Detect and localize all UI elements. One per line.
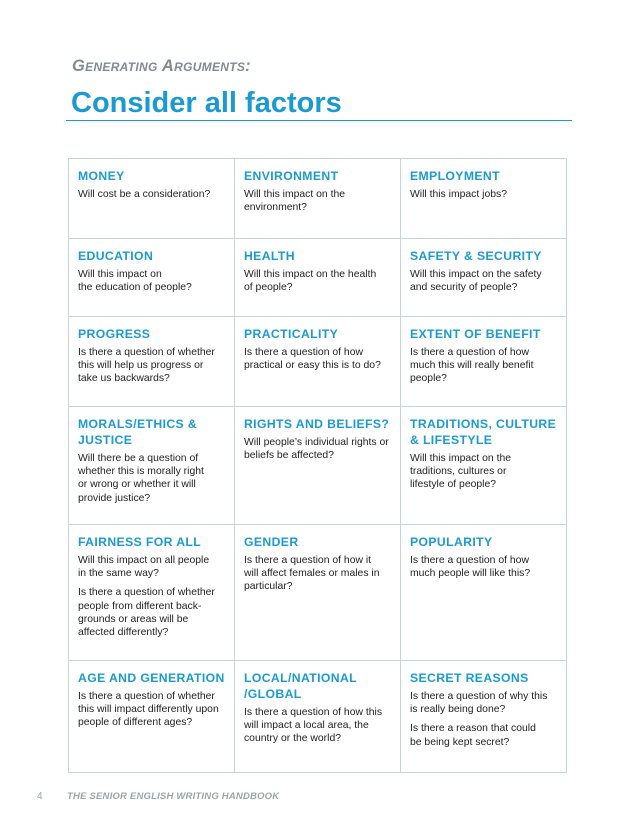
factor-question: Will this impact jobs? <box>409 189 507 200</box>
factor-heading: TRADITIONS, CULTURE & LIFESTYLE <box>409 417 557 447</box>
factor-question: Is there a question of how this will impact a local area, the country or the world? <box>243 707 383 745</box>
factor-question: Will this impact on the traditions, cultures or lifestyle of people? <box>409 453 512 491</box>
factor-question: Is there a question of how practical or easy this is to do? <box>243 347 381 372</box>
factor-heading: MORALS/ETHICS & JUSTICE <box>78 417 198 447</box>
factor-question: Will this impact on all people in the same way? <box>78 555 210 580</box>
factor-question: Is there a question of whether this will impact differently upon people of different ages? <box>78 691 219 729</box>
factor-cell <box>234 239 400 317</box>
section-eyebrow: Generating Arguments: <box>72 57 251 75</box>
factor-row <box>69 239 567 317</box>
factor-question: Is there a question of how much people will like this? <box>409 555 531 580</box>
factor-question: Will cost be a consideration? <box>78 189 211 200</box>
factor-heading: RIGHTS AND BELIEFS? <box>243 417 390 431</box>
factor-question: Will this impact on the health of people? <box>243 269 377 294</box>
factor-heading: EXTENT OF BENEFIT <box>409 327 541 341</box>
factor-question: Will this impact on the education of people? <box>78 269 192 294</box>
factor-row <box>69 661 567 773</box>
factor-question: Is there a question of how much this will really benefit people? <box>409 347 534 385</box>
factor-heading: AGE AND GENERATION <box>78 671 225 685</box>
factors-table <box>68 158 567 773</box>
factor-cell <box>69 159 235 239</box>
factor-cell <box>69 525 235 661</box>
factor-question: Will people’s individual rights or beliefs be affected? <box>243 437 389 462</box>
factor-row <box>69 525 567 661</box>
factor-heading: SAFETY & SECURITY <box>409 249 542 263</box>
factor-heading: FAIRNESS FOR ALL <box>78 535 202 549</box>
book-title: THE SENIOR ENGLISH WRITING HANDBOOK <box>67 791 280 802</box>
factor-question: Is there a question of how it will affect females or males in particular? <box>243 555 380 593</box>
title-underline <box>66 120 572 121</box>
factor-cell <box>234 661 400 773</box>
factor-cell <box>400 525 566 661</box>
factor-question: Is there a reason that could be being kept secret? <box>409 723 536 748</box>
factor-cell <box>400 661 566 773</box>
page-number: 4 <box>37 791 43 802</box>
factor-heading: EDUCATION <box>78 249 154 263</box>
factor-cell <box>69 239 235 317</box>
factor-question: Is there a question of why this is really being done? <box>409 691 548 716</box>
factor-cell <box>234 407 400 525</box>
factor-heading: PRACTICALITY <box>243 327 339 341</box>
factor-heading: EMPLOYMENT <box>409 169 500 183</box>
factor-question: Is there a question of whether people from different back- grounds or areas will be affected differently? <box>78 587 215 639</box>
factor-heading: LOCAL/NATIONAL /GLOBAL <box>243 671 357 701</box>
factor-heading: SECRET REASONS <box>409 671 529 685</box>
factor-cell <box>234 159 400 239</box>
factor-heading: HEALTH <box>243 249 295 263</box>
factor-question: Is there a question of whether this will help us progress or take us backwards? <box>78 347 215 385</box>
factor-cell <box>400 317 566 407</box>
page-title: Consider all factors <box>71 87 342 119</box>
factor-heading: MONEY <box>78 169 125 183</box>
factor-cell <box>400 407 566 525</box>
factor-question: Will this impact on the environment? <box>243 189 346 214</box>
factor-heading: PROGRESS <box>78 327 151 341</box>
factor-cell <box>69 661 235 773</box>
factor-question: Will there be a question of whether this is morally right or wrong or whether it will provide justice? <box>78 453 204 504</box>
factor-cell <box>69 317 235 407</box>
factor-heading: GENDER <box>243 535 299 549</box>
factor-row <box>69 407 567 525</box>
factor-row <box>69 317 567 407</box>
factor-heading: POPULARITY <box>409 535 493 549</box>
factor-cell <box>400 159 566 239</box>
factor-question: Will this impact on the safety and security of people? <box>409 269 542 294</box>
factor-cell <box>234 317 400 407</box>
factor-cell <box>400 239 566 317</box>
factor-cell <box>234 525 400 661</box>
factor-row <box>69 159 567 239</box>
factor-cell <box>69 407 235 525</box>
factor-heading: ENVIRONMENT <box>243 169 339 183</box>
